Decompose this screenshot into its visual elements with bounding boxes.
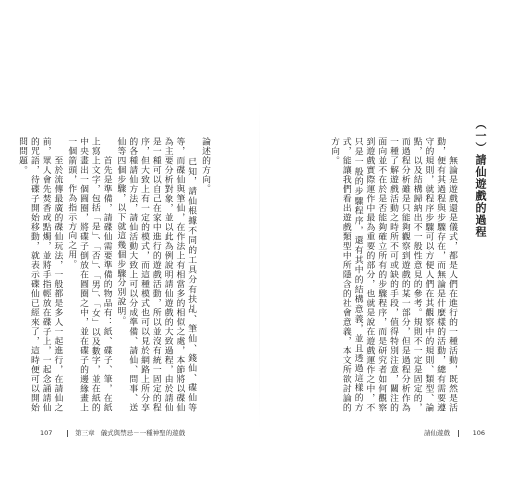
running-title: 請仙遊戲 (424, 429, 450, 437)
right-page-body (293, 137, 457, 412)
chapter-label: 第三章 (75, 429, 95, 437)
running-title: 儀式與禁忌－一種神聖的遊戲 (100, 429, 186, 437)
footer-divider (458, 430, 459, 437)
paragraph: 首先是準備，請碟仙需要準備的物品有：紙、碟子、筆，在紙上寫上文字，包括「是」、「否」、「男」、「女」以及數字，並在紙的中央畫出一個圓圈，將碟子倒放在圓圈之中，並在碟子的邊緣畫上一個箭頭，作為指示方向之用。 (66, 137, 112, 412)
footer-divider (67, 430, 68, 437)
section-heading: （一）請仙遊戲的過程 (474, 118, 487, 238)
page-number: 106 (472, 429, 486, 437)
paragraph: 論述的方向。 (200, 137, 210, 194)
left-page-body (17, 137, 210, 412)
gutter-shadow (259, 100, 260, 430)
paragraph: 已知，請仙根據不同的工具分有扶乩、筆仙、錢仙、碟仙等等，而碟仙與筆仙，在作法上有相當多的相似之處，本節將以碟仙為主要分析對象，並以此為例說明請仙遊戲的大致過程，由於請仙是一種可以自己在家中進行的遊戲活動，所以並沒有統一固定的程序，但大致上有一定的模式，而這種模式也可以見於網路上所分享的各種請仙方法，請仙活動大致上可以分成準備、請仙、問事、送仙等四個步驟，以下就這幾個步驟分別說明。 (115, 137, 197, 412)
left-page-footer (40, 428, 185, 437)
page-number: 107 (40, 429, 53, 437)
right-page-footer (424, 428, 485, 437)
paragraph: 至於流傳最廣的碟仙玩法，一般都是多人一起進行，在請仙之前，眾人會先焚香或點燭，並將手指輕放在碟子上，一起念誦請仙的咒語，待碟子開始移動，就表示碟仙已經來了，這時便可以開始問問題。 (17, 137, 63, 412)
paragraph: 無論是遊戲還是儀式，都是人們在進行的一種活動，既然是活動，便有其過程與步驟存在，而無論是什麼樣的活動，總有需要遵守的規則，就程序步驟可以方便人們在其觀察中的規則、類型、論點，以及結構歸納出不一般性意見的參考。規則不一定是固定的，而過程分析雖是只能夠觀察到遊戲的某一部分，但是過程分析作為一種了解遊戲活動之時所不可或缺的手段，值得特別注意，關注的面向並不在於是否能夠確立所有的步驟程序，而是研究者如何觀察到遊戲實際運作中最為重要的部分，也就是說在遊戲運作之中，不只是一般的步驟程序，還有其中的結構意義，並且透過這樣的方式，能讓我們看出遊戲類型中所隱含的社會意義，本文所欲討論的方向。 (329, 137, 457, 412)
